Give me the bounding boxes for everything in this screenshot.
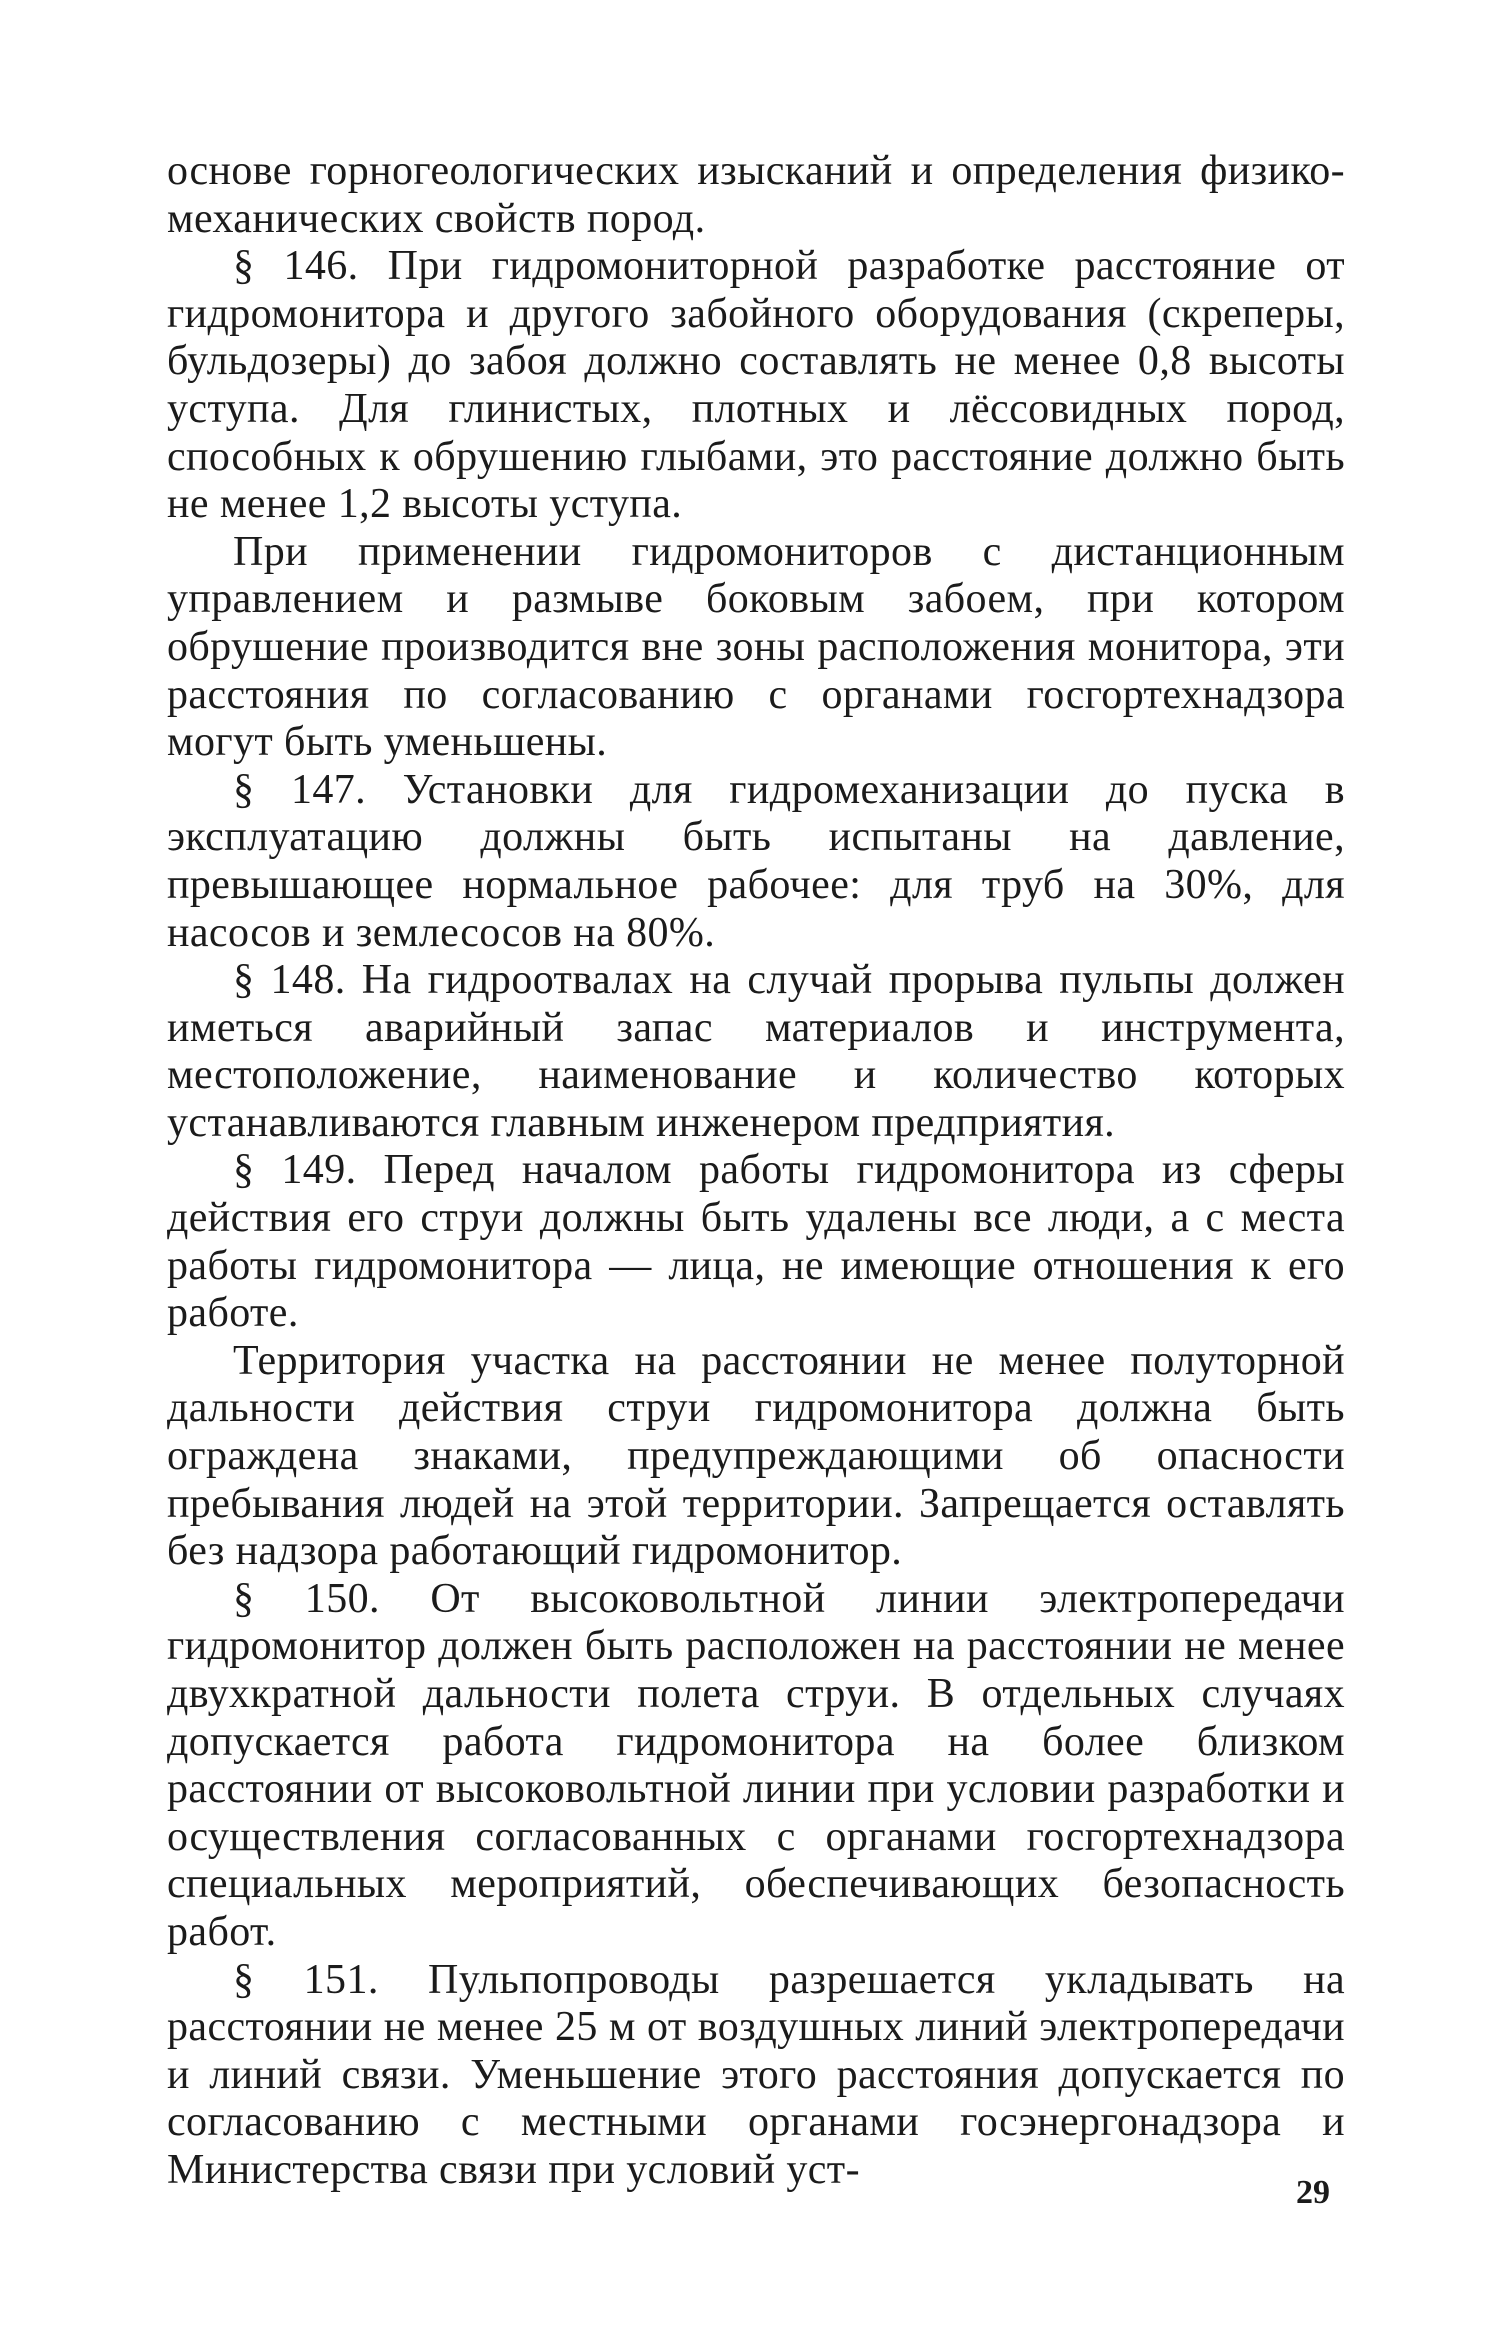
paragraph-151: § 151. Пульпопроводы разрешается укладывать на расстоянии не менее 25 м от воздушных линий электропередачи и линий связи. Уменьшение этого расстояния допускается по согласованию с местными органами госэнергонадзора и Министерства связи при условий уст- [167, 1956, 1345, 2193]
paragraph-146: § 146. При гидромониторной разработке расстояние от гидромонитора и другого забойного оборудования (скреперы, бульдозеры) до забоя должно составлять не менее 0,8 высоты уступа. Для глинистых, плотных и лёссовидных пород, способных к обрушению глыбами, это расстояние должно быть не менее 1,2 высоты уступа. [167, 243, 1345, 528]
paragraph-150: § 150. От высоковольтной линии электропередачи гидромонитор должен быть расположен на расстоянии не менее двухкратной дальности полета струи. В отдельных случаях допускается работа гидромонитора на более близком расстоянии от высоковольтной линии при условии разработки и осуществления согласованных с органами госгортехнадзора специальных мероприятий, обеспечивающих безопасность работ. [167, 1575, 1345, 1955]
page-number: 29 [1296, 2174, 1330, 2211]
paragraph-149-territory: Территория участка на расстоянии не менее полуторной дальности действия струи гидромонитора должна быть ограждена знаками, предупреждающими об опасности пребывания людей на этой территории. Запрещается оставлять без надзора работающий гидромонитор. [167, 1337, 1345, 1575]
paragraph-147: § 147. Установки для гидромеханизации до пуска в эксплуатацию должны быть испытаны на давление, превышающее нормальное рабочее: для труб на 30%, для насосов и землесосов на 80%. [167, 766, 1345, 956]
paragraph-149: § 149. Перед началом работы гидромонитора из сферы действия его струи должны быть удалены все люди, а с места работы гидромонитора — лица, не имеющие отношения к его работе. [167, 1147, 1345, 1337]
paragraph-146-remote-control: При применении гидромониторов с дистанционным управлением и размыве боковым забоем, при котором обрушение производится вне зоны расположения монитора, эти расстояния по согласованию с органами госгортехнадзора могут быть уменьшены. [167, 528, 1345, 766]
paragraph-continuation: основе горногеологических изысканий и определения физико-механических свойств пород. [167, 148, 1345, 242]
body-text [167, 148, 1345, 2195]
paragraph-148: § 148. На гидроотвалах на случай прорыва пульпы должен иметься аварийный запас материалов и инструмента, местоположение, наименование и количество которых устанавливаются главным инженером предприятия. [167, 957, 1345, 1146]
